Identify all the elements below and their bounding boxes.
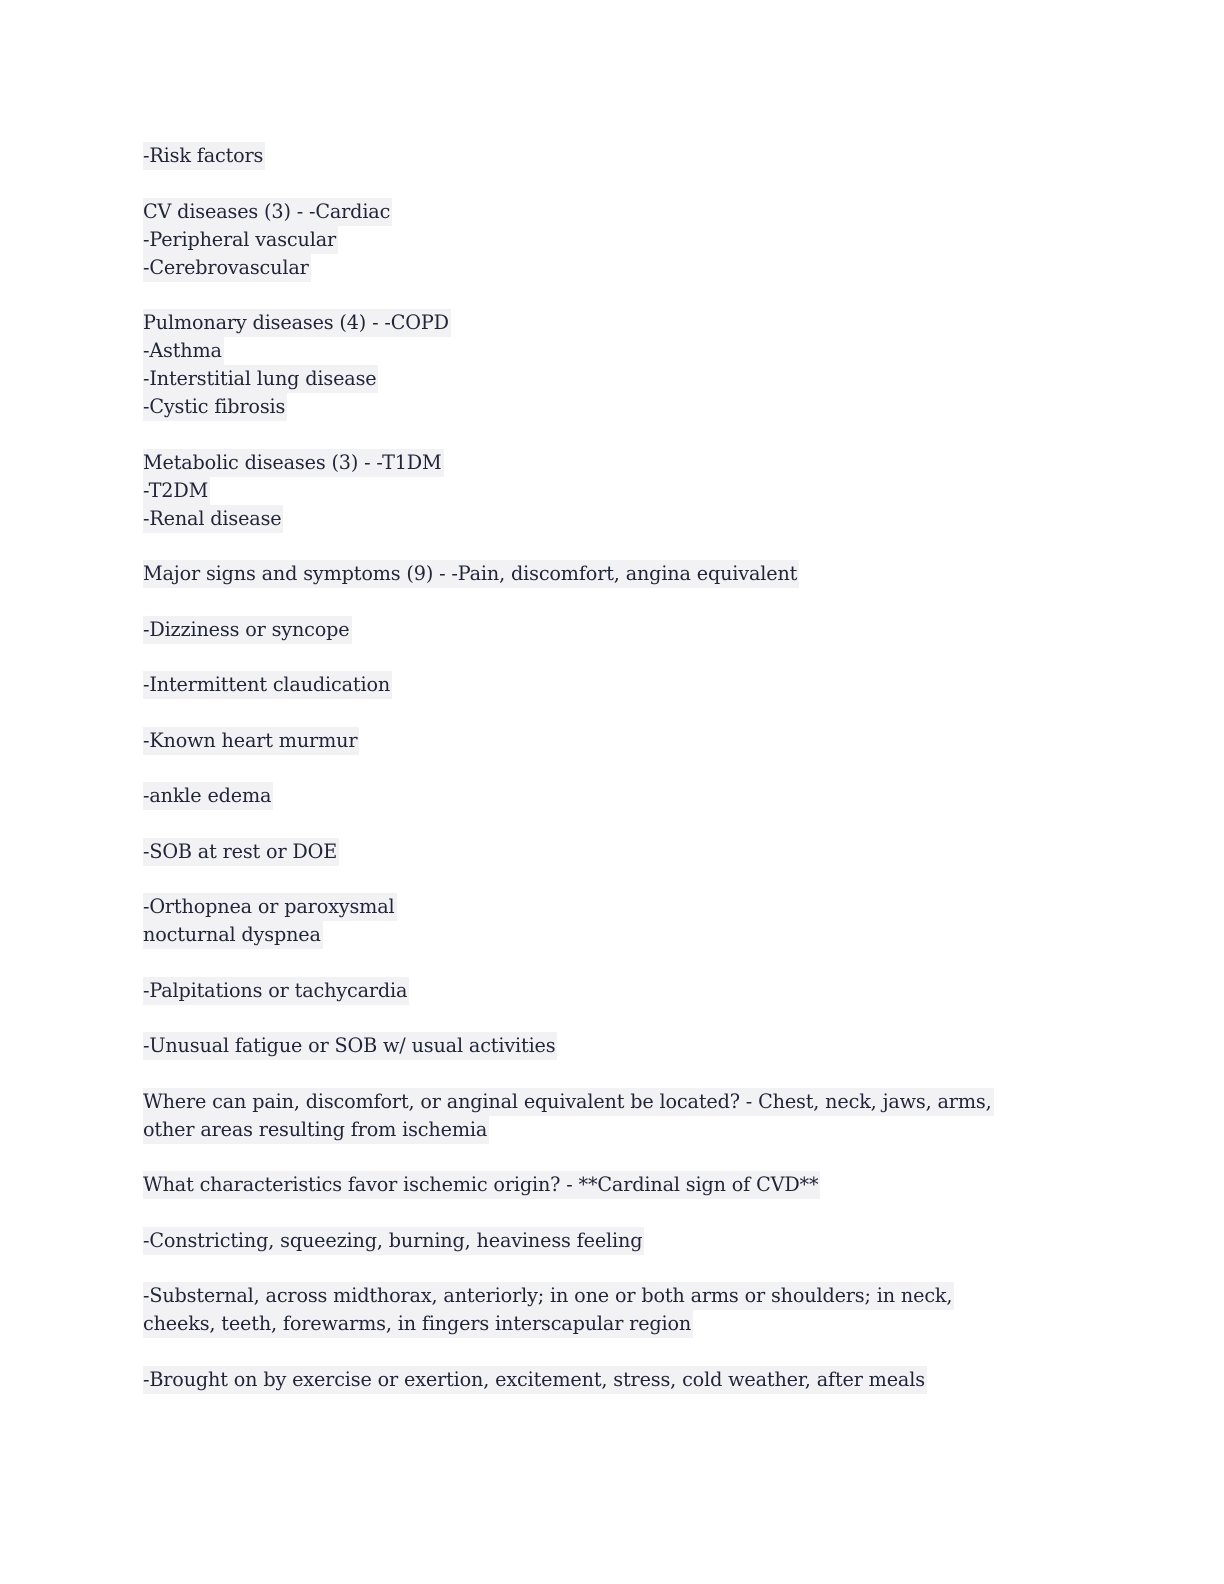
text-line bbox=[143, 616, 1083, 644]
text-run: CV diseases (3) - -Cardiac bbox=[143, 198, 392, 226]
text-line bbox=[143, 838, 1083, 866]
text-run: -Risk factors bbox=[143, 142, 265, 170]
text-run: -Brought on by exercise or exertion, excitement, stress, cold weather, after meals bbox=[143, 1366, 927, 1394]
text-run: other areas resulting from ischemia bbox=[143, 1116, 489, 1144]
paragraph-palpitations bbox=[143, 977, 1083, 1005]
text-run: cheeks, teeth, forewarms, in fingers interscapular region bbox=[143, 1310, 693, 1338]
text-line bbox=[143, 560, 1083, 588]
paragraph-major-signs bbox=[143, 560, 1083, 588]
text-line bbox=[143, 782, 1083, 810]
text-run: -Substernal, across midthorax, anteriorly; in one or both arms or shoulders; in neck, bbox=[143, 1282, 954, 1310]
text-run: -Cerebrovascular bbox=[143, 254, 311, 282]
text-line bbox=[143, 365, 1083, 393]
text-line bbox=[143, 671, 1083, 699]
paragraph-substernal bbox=[143, 1282, 1083, 1338]
text-line bbox=[143, 254, 1083, 282]
text-line bbox=[143, 1088, 1083, 1116]
paragraph-risk-factors bbox=[143, 142, 1083, 170]
text-line bbox=[143, 449, 1083, 477]
paragraph-unusual-fatigue bbox=[143, 1032, 1083, 1060]
text-line bbox=[143, 337, 1083, 365]
text-line bbox=[143, 198, 1083, 226]
paragraph-ankle-edema bbox=[143, 782, 1083, 810]
text-line bbox=[143, 226, 1083, 254]
text-run: Major signs and symptoms (9) - -Pain, discomfort, angina equivalent bbox=[143, 560, 799, 588]
text-run: -Palpitations or tachycardia bbox=[143, 977, 409, 1005]
paragraph-metabolic-diseases bbox=[143, 449, 1083, 533]
text-run: What characteristics favor ischemic origin? - **Cardinal sign of CVD** bbox=[143, 1171, 820, 1199]
text-run: Where can pain, discomfort, or anginal equivalent be located? - Chest, neck, jaws, arms, bbox=[143, 1088, 994, 1116]
text-run: -Interstitial lung disease bbox=[143, 365, 378, 393]
text-run: -Peripheral vascular bbox=[143, 226, 338, 254]
text-run: Metabolic diseases (3) - -T1DM bbox=[143, 449, 444, 477]
text-run: -Orthopnea or paroxysmal bbox=[143, 893, 397, 921]
paragraph-heart-murmur bbox=[143, 727, 1083, 755]
text-line bbox=[143, 1171, 1083, 1199]
text-run: -Renal disease bbox=[143, 505, 283, 533]
text-line bbox=[143, 893, 1083, 921]
paragraph-constricting bbox=[143, 1227, 1083, 1255]
text-run: -ankle edema bbox=[143, 782, 273, 810]
text-line bbox=[143, 977, 1083, 1005]
text-run: nocturnal dyspnea bbox=[143, 921, 323, 949]
text-line bbox=[143, 505, 1083, 533]
text-run: -Intermittent claudication bbox=[143, 671, 392, 699]
text-line bbox=[143, 309, 1083, 337]
text-line bbox=[143, 1310, 1083, 1338]
text-run: -T2DM bbox=[143, 477, 210, 505]
text-line bbox=[143, 727, 1083, 755]
text-line bbox=[143, 477, 1083, 505]
text-run: -Known heart murmur bbox=[143, 727, 359, 755]
paragraph-dizziness bbox=[143, 616, 1083, 644]
text-run: -SOB at rest or DOE bbox=[143, 838, 339, 866]
text-line bbox=[143, 142, 1083, 170]
text-line bbox=[143, 1366, 1083, 1394]
text-run: -Cystic fibrosis bbox=[143, 393, 287, 421]
text-line bbox=[143, 1032, 1083, 1060]
text-line bbox=[143, 1227, 1083, 1255]
paragraph-pain-location bbox=[143, 1088, 1083, 1144]
text-run: -Unusual fatigue or SOB w/ usual activities bbox=[143, 1032, 557, 1060]
text-line bbox=[143, 1116, 1083, 1144]
text-run: -Asthma bbox=[143, 337, 224, 365]
paragraph-cv-diseases bbox=[143, 198, 1083, 282]
paragraph-sob bbox=[143, 838, 1083, 866]
document-content bbox=[143, 142, 1083, 1421]
text-run: -Constricting, squeezing, burning, heaviness feeling bbox=[143, 1227, 644, 1255]
paragraph-brought-on bbox=[143, 1366, 1083, 1394]
text-run: Pulmonary diseases (4) - -COPD bbox=[143, 309, 451, 337]
text-line bbox=[143, 1282, 1083, 1310]
paragraph-claudication bbox=[143, 671, 1083, 699]
text-line bbox=[143, 921, 1083, 949]
text-line bbox=[143, 393, 1083, 421]
paragraph-orthopnea bbox=[143, 893, 1083, 949]
paragraph-pulmonary-diseases bbox=[143, 309, 1083, 421]
text-run: -Dizziness or syncope bbox=[143, 616, 352, 644]
paragraph-ischemic-origin bbox=[143, 1171, 1083, 1199]
